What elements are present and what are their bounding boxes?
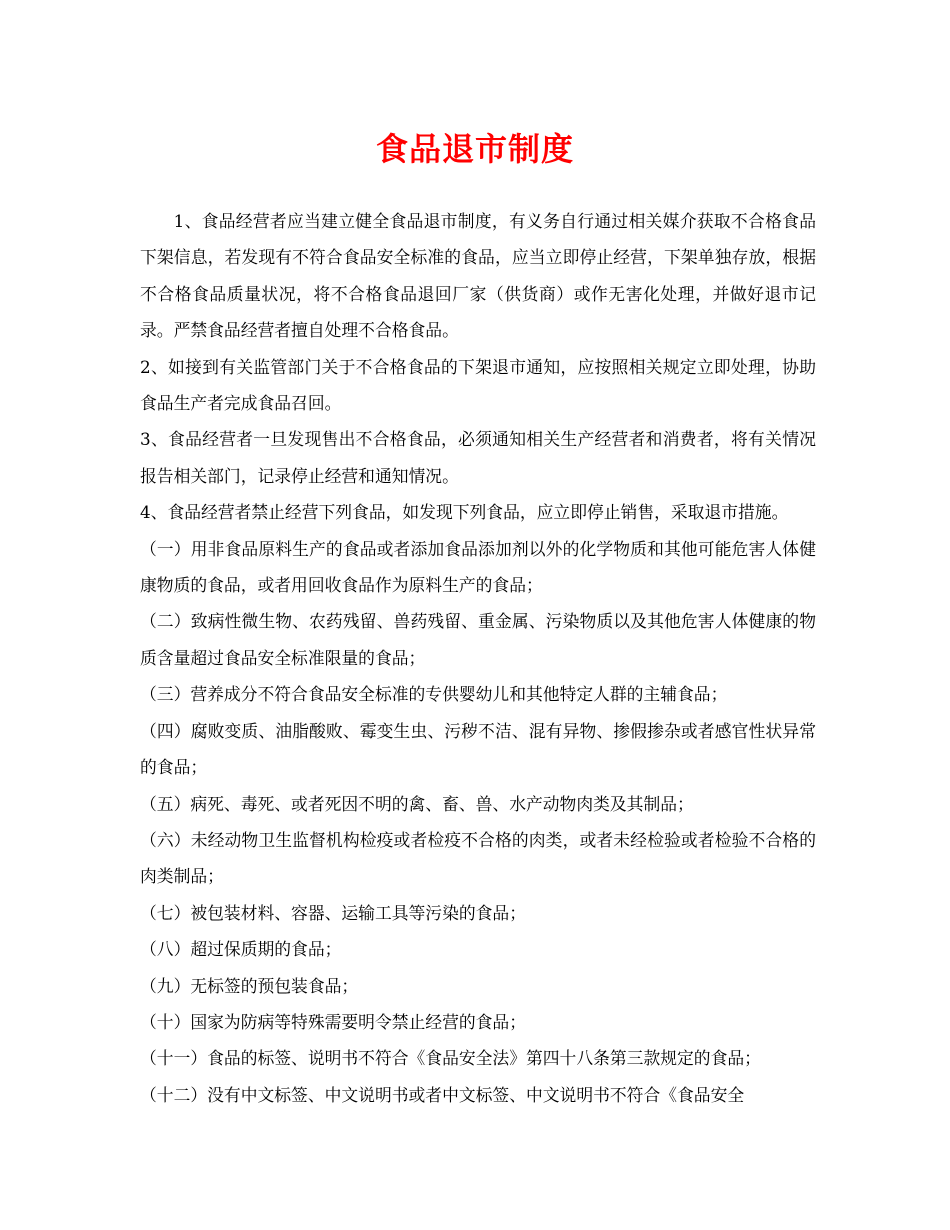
paragraph-1: 1、食品经营者应当建立健全食品退市制度，有义务自行通过相关媒介获取不合格食品下架信息，若发现有不符合食品安全标准的食品，应当立即停止经营，下架单独存放，根据不合格食品质量状况，将不合格食品退回厂家（供货商）或作无害化处理，并做好退市记录。严禁食品经营者擅自处理不合格食品。 bbox=[140, 211, 816, 341]
list-item-6: （六）未经动物卫生监督机构检疫或者检疫不合格的肉类，或者未经检验或者检验不合格的肉类制品； bbox=[140, 829, 816, 887]
document-body bbox=[140, 203, 816, 1113]
paragraph-3: 3、食品经营者一旦发现售出不合格食品，必须通知相关生产经营者和消费者，将有关情况报告相关部门，记录停止经营和通知情况。 bbox=[140, 429, 816, 486]
document-title: 食品退市制度 bbox=[375, 130, 574, 168]
list-item-11: （十一）食品的标签、说明书不符合《食品安全法》第四十八条第三款规定的食品； bbox=[140, 1048, 761, 1069]
list-item-7: （七）被包装材料、容器、运输工具等污染的食品； bbox=[140, 902, 526, 923]
list-item-9: （九）无标签的预包装食品； bbox=[140, 975, 359, 996]
list-item-2: （二）致病性微生物、农药残留、兽药残留、重金属、污染物质以及其他危害人体健康的物质含量超过食品安全标准限量的食品； bbox=[140, 611, 816, 668]
list-item-12: （十二）没有中文标签、中文说明书或者中文标签、中文说明书不符合《食品安全 bbox=[140, 1084, 745, 1105]
list-item-4: （四）腐败变质、油脂酸败、霉变生虫、污秽不洁、混有异物、掺假掺杂或者感官性状异常的食品； bbox=[140, 720, 816, 778]
list-item-5: （五）病死、毒死、或者死因不明的禽、畜、兽、水产动物肉类及其制品； bbox=[140, 793, 694, 814]
list-item-3: （三）营养成分不符合食品安全标准的专供婴幼儿和其他特定人群的主辅食品； bbox=[140, 684, 728, 705]
paragraph-4: 4、食品经营者禁止经营下列食品，如发现下列食品，应立即停止销售，采取退市措施。 bbox=[140, 502, 789, 523]
list-item-10: （十）国家为防病等特殊需要明令禁止经营的食品； bbox=[140, 1011, 526, 1032]
list-item-1: （一）用非食品原料生产的食品或者添加食品添加剂以外的化学物质和其他可能危害人体健康物质的食品，或者用回收食品作为原料生产的食品； bbox=[140, 538, 816, 596]
paragraph-2: 2、如接到有关监管部门关于不合格食品的下架退市通知，应按照相关规定立即处理，协助食品生产者完成食品召回。 bbox=[140, 356, 816, 414]
list-item-8: （八）超过保质期的食品； bbox=[140, 939, 342, 960]
